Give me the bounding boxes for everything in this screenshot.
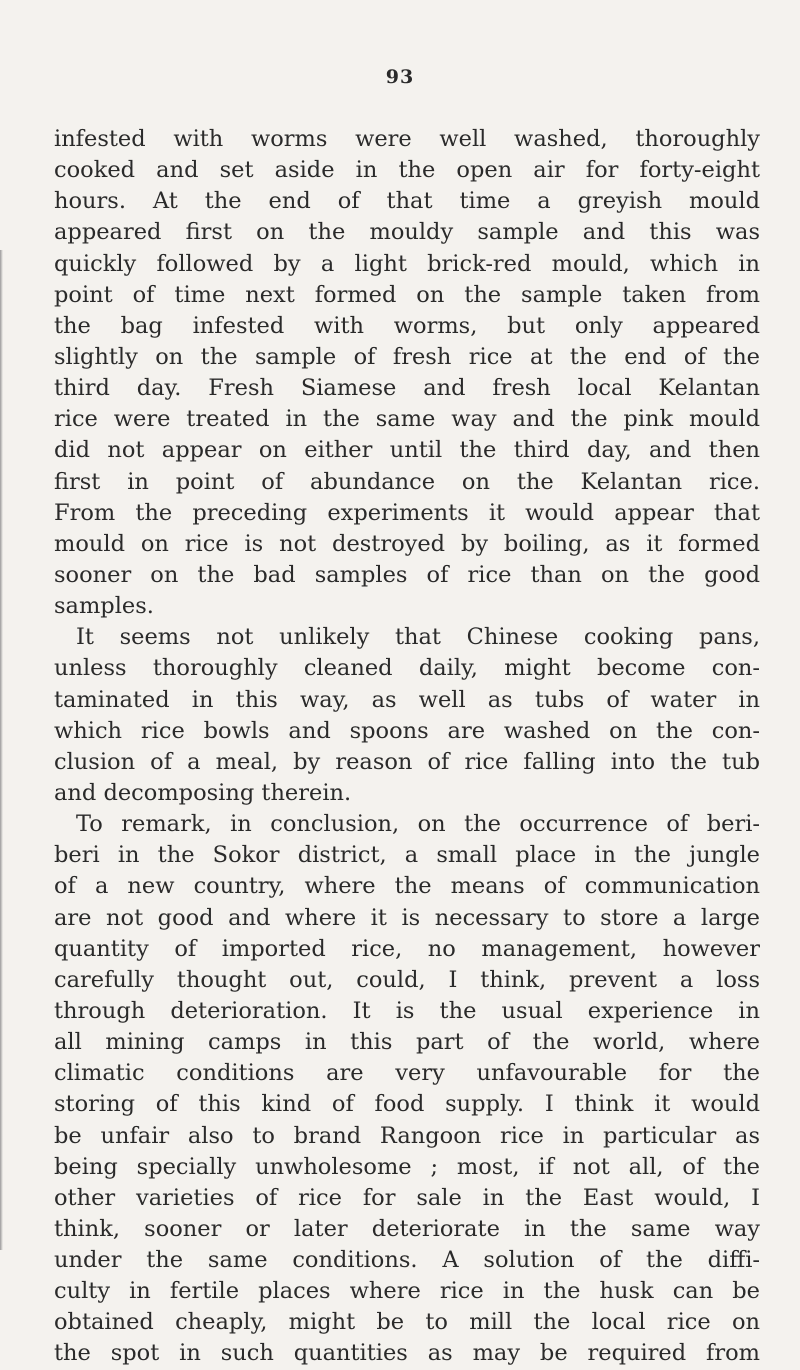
text-line: through deterioration. It is the usual experience in bbox=[54, 997, 760, 1024]
text-line: and decomposing therein. bbox=[54, 779, 352, 806]
text-line: It seems not unlikely that Chinese cooking pans, bbox=[76, 624, 760, 651]
text-line: hours. At the end of that time a greyish mould bbox=[54, 188, 760, 215]
text-line: slightly on the sample of fresh rice at the end of the bbox=[54, 343, 760, 370]
text-line: mould on rice is not destroyed by boiling, as it formed bbox=[54, 530, 760, 557]
text-line: unless thoroughly cleaned daily, might become con- bbox=[54, 655, 760, 682]
text-line: carefully thought out, could, I think, prevent a loss bbox=[54, 966, 760, 993]
text-line: first in point of abundance on the Kelantan rice. bbox=[54, 468, 760, 495]
text-line: infested with worms were well washed, thoroughly bbox=[54, 126, 760, 152]
text-line: which rice bowls and spoons are washed on the con- bbox=[54, 717, 760, 744]
text-line: being specially unwholesome ; most, if not all, of the bbox=[54, 1153, 760, 1180]
text-line: rice were treated in the same way and the pink mould bbox=[54, 406, 760, 433]
text-line: third day. Fresh Siamese and fresh local Kelantan bbox=[54, 375, 760, 402]
text-line: To remark, in conclusion, on the occurrence of beri- bbox=[76, 811, 760, 838]
text-line: the spot in such quantities as may be required from bbox=[54, 1340, 760, 1367]
text-line: are not good and where it is necessary to store a large bbox=[54, 904, 760, 931]
text-line: storing of this kind of food supply. I think it would bbox=[54, 1091, 760, 1118]
text-line: all mining camps in this part of the world, where bbox=[54, 1029, 760, 1056]
text-line: obtained cheaply, might be to mill the local rice on bbox=[54, 1309, 760, 1336]
text-line: other varieties of rice for sale in the East would, I bbox=[54, 1184, 760, 1211]
text-line: appeared first on the mouldy sample and this was bbox=[54, 219, 760, 246]
text-line: cooked and set aside in the open air for forty-eight bbox=[54, 157, 760, 184]
text-line: quickly followed by a light brick-red mould, which in bbox=[54, 250, 760, 277]
text-line: under the same conditions. A solution of the diffi- bbox=[54, 1247, 760, 1274]
text-line: the bag infested with worms, but only appeared bbox=[54, 312, 760, 339]
text-line: sooner on the bad samples of rice than on the good bbox=[54, 561, 760, 588]
text-line: think, sooner or later deteriorate in the same way bbox=[54, 1215, 760, 1242]
text-line: From the preceding experiments it would appear that bbox=[54, 499, 760, 526]
text-line: beri in the Sokor district, a small place in the jungle bbox=[54, 842, 760, 869]
text-line: be unfair also to brand Rangoon rice in particular as bbox=[54, 1122, 760, 1149]
text-line: climatic conditions are very unfavourable for the bbox=[54, 1060, 760, 1087]
text-line: did not appear on either until the third day, and then bbox=[54, 437, 760, 464]
page-number: 93 bbox=[385, 66, 415, 88]
body-text bbox=[54, 124, 760, 1370]
text-line: samples. bbox=[54, 593, 154, 620]
text-line: point of time next formed on the sample taken from bbox=[54, 281, 760, 308]
text-line: taminated in this way, as well as tubs of water in bbox=[54, 686, 760, 713]
scan-edge-shadow bbox=[0, 250, 3, 1250]
text-line: quantity of imported rice, no management, however bbox=[54, 935, 760, 962]
text-line: of a new country, where the means of communication bbox=[54, 873, 760, 900]
text-line: culty in fertile places where rice in the husk can be bbox=[54, 1278, 760, 1305]
text-line: clusion of a meal, by reason of rice falling into the tub bbox=[54, 748, 760, 775]
